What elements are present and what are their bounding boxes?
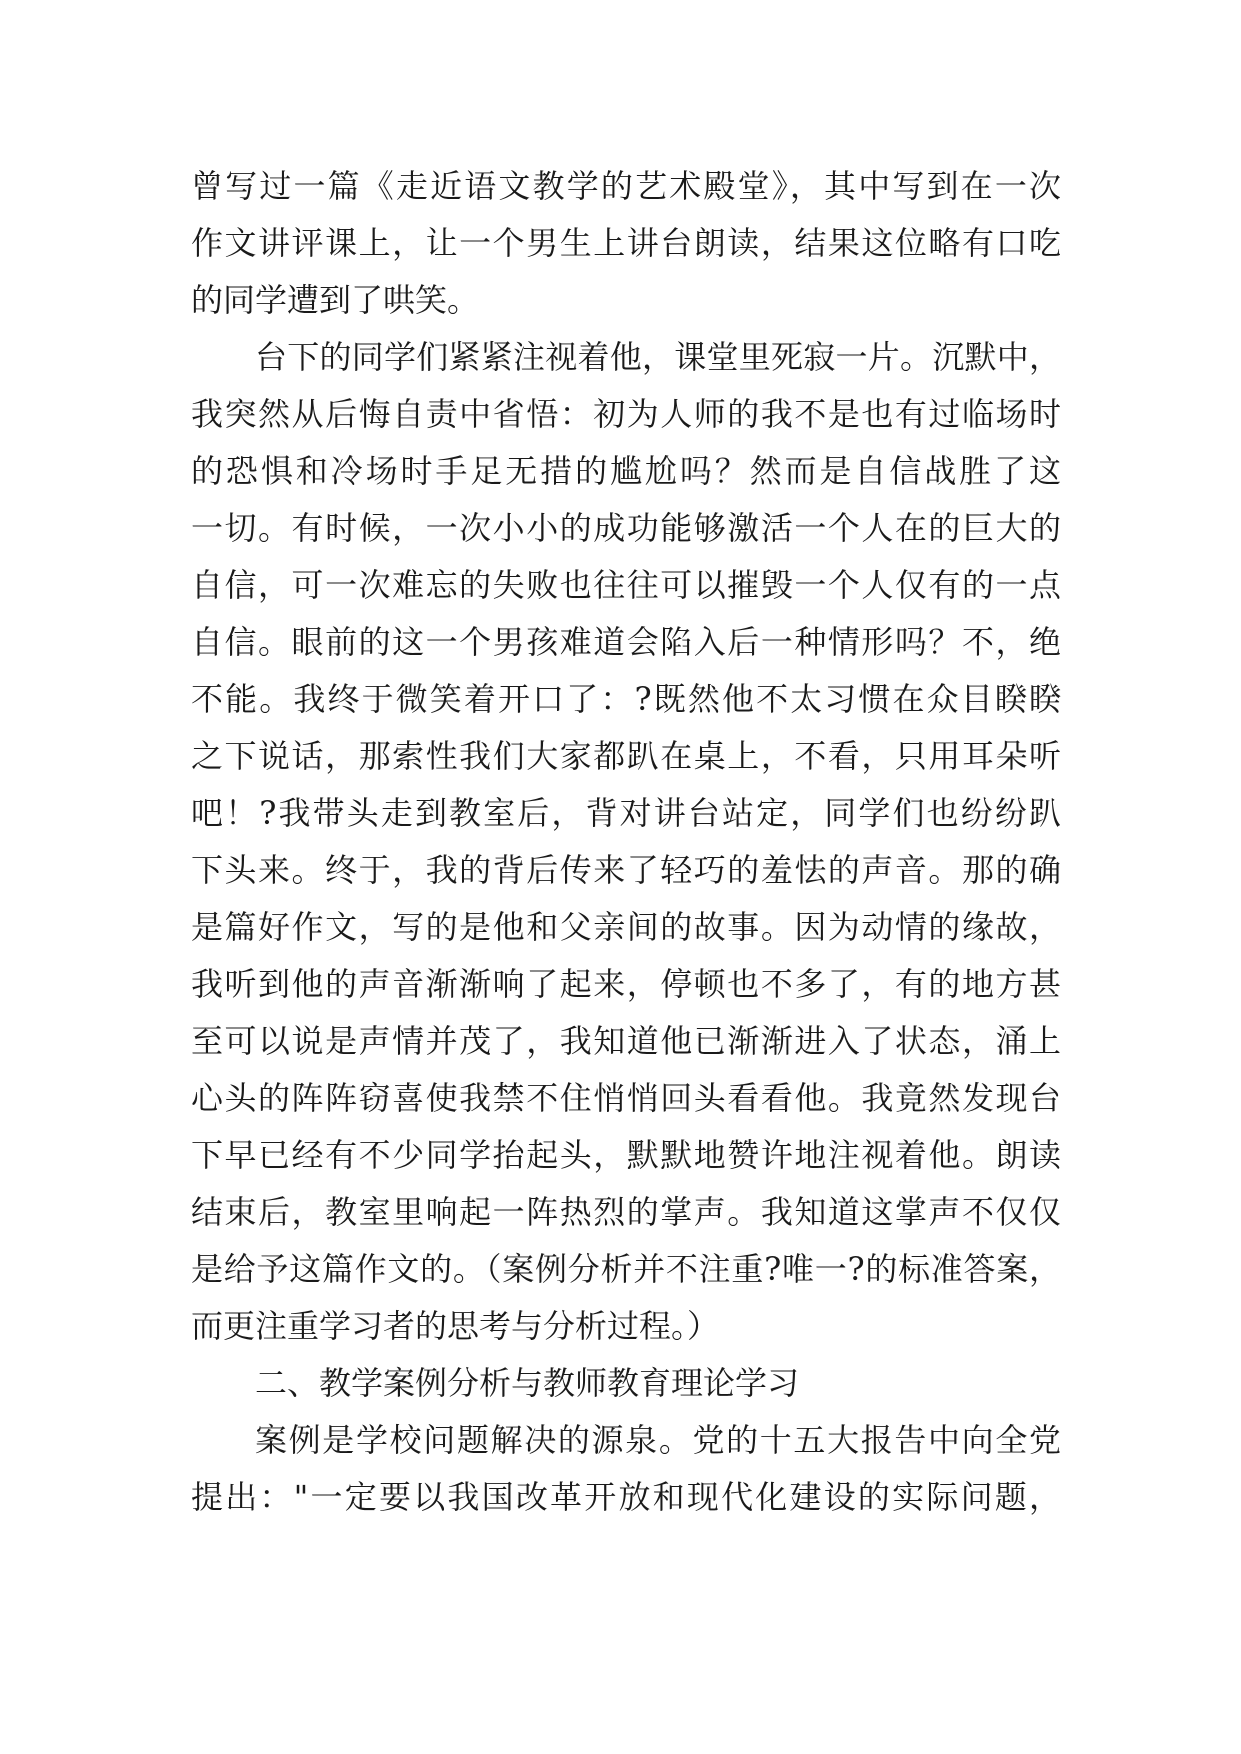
body-text <box>191 158 1061 1526</box>
text-line: 是篇好作文，写的是他和父亲间的故事。因为动情的缘故， <box>191 908 1061 946</box>
text-line: 一切。有时候，一次小小的成功能够激活一个人在的巨大的 <box>191 509 1061 547</box>
section-heading: 二、教学案例分析与教师教育理论学习 <box>255 1364 800 1402</box>
text-line: 之下说话，那索性我们大家都趴在桌上，不看，只用耳朵听 <box>191 737 1061 775</box>
text-line: 而更注重学习者的思考与分析过程。） <box>191 1307 720 1345</box>
paragraph-first-line: 台下的同学们紧紧注视着他，课堂里死寂一片。沉默中， <box>255 338 1061 376</box>
text-line: 的恐惧和冷场时手足无措的尴尬吗？然而是自信战胜了这 <box>191 452 1061 490</box>
text-line: 是给予这篇作文的。（案例分析并不注重?唯一?的标准答案， <box>191 1250 1061 1288</box>
text-line: 吧！?我带头走到教室后，背对讲台站定，同学们也纷纷趴 <box>191 794 1061 832</box>
text-line: 下早已经有不少同学抬起头，默默地赞许地注视着他。朗读 <box>191 1136 1061 1174</box>
text-line: 结束后，教室里响起一阵热烈的掌声。我知道这掌声不仅仅 <box>191 1193 1061 1231</box>
text-line: 我听到他的声音渐渐响了起来，停顿也不多了，有的地方甚 <box>191 965 1061 1003</box>
text-line: 至可以说是声情并茂了，我知道他已渐渐进入了状态，涌上 <box>191 1022 1061 1060</box>
text-line: 我突然从后悔自责中省悟：初为人师的我不是也有过临场时 <box>191 395 1061 433</box>
text-line: 心头的阵阵窃喜使我禁不住悄悄回头看看他。我竟然发现台 <box>191 1079 1061 1117</box>
text-line: 作文讲评课上，让一个男生上讲台朗读，结果这位略有口吃 <box>191 224 1061 262</box>
text-line: 的同学遭到了哄笑。 <box>191 281 480 319</box>
text-line: 自信。眼前的这一个男孩难道会陷入后一种情形吗？不，绝 <box>191 623 1061 661</box>
text-line: 曾写过一篇《走近语文教学的艺术殿堂》，其中写到在一次 <box>191 167 1061 205</box>
text-line: 下头来。终于，我的背后传来了轻巧的羞怯的声音。那的确 <box>191 851 1061 889</box>
text-line: 自信，可一次难忘的失败也往往可以摧毁一个人仅有的一点 <box>191 566 1061 604</box>
text-line: 不能。我终于微笑着开口了：?既然他不太习惯在众目睽睽 <box>191 680 1061 718</box>
paragraph-first-line: 案例是学校问题解决的源泉。党的十五大报告中向全党 <box>255 1421 1061 1459</box>
text-line: 提出："一定要以我国改革开放和现代化建设的实际问题， <box>191 1478 1061 1516</box>
